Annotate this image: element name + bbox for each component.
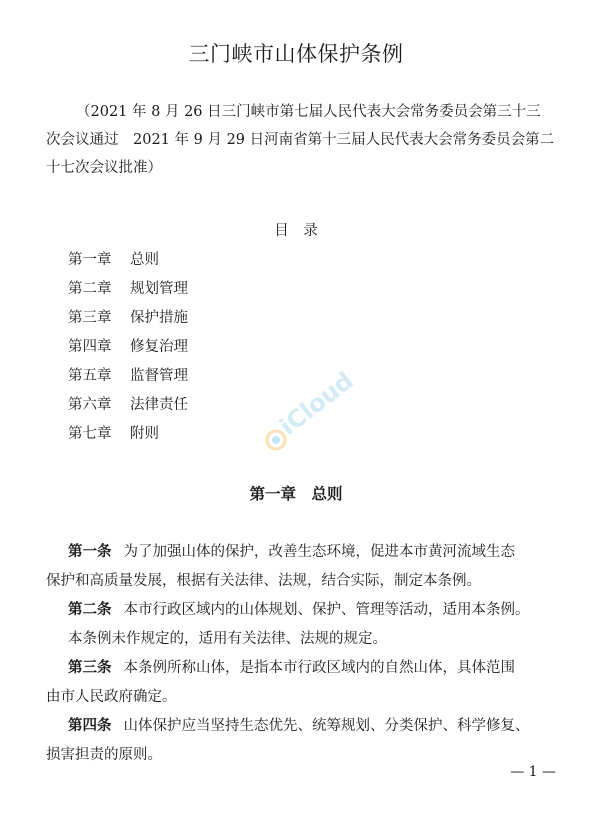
page-number <box>0 764 592 780</box>
toc-chapter-name: 附则 <box>130 426 159 442</box>
article-paragraph <box>68 540 515 561</box>
article-text: 为了加强山体的保护，改善生态环境，促进本市黄河流域生态 <box>123 544 515 560</box>
toc-item <box>68 422 159 443</box>
toc-chapter-number: 第五章 <box>68 368 112 384</box>
toc-chapter-name: 监督管理 <box>130 368 188 384</box>
toc-item <box>68 306 188 327</box>
toc-item <box>68 277 188 298</box>
watermark-text: iCloud <box>274 366 359 441</box>
article-number: 第二条 <box>68 602 112 618</box>
toc-item <box>68 248 159 269</box>
toc-item <box>68 393 188 414</box>
approval-note-line-2: 次会议通过 2021 年 9 月 29 日河南省第十三届人民代表大会常务委员会第二 <box>46 132 555 148</box>
toc-chapter-name: 规划管理 <box>130 281 188 297</box>
article-text: 本条例未作规定的，适用有关法律、法规的规定。 <box>68 631 387 647</box>
article-paragraph <box>68 656 515 677</box>
toc-chapter-name: 法律责任 <box>130 397 188 413</box>
toc-chapter-number: 第七章 <box>68 426 112 442</box>
toc-chapter-name: 总则 <box>130 252 159 268</box>
article-paragraph <box>68 598 530 619</box>
document-title: 三门峡市山体保护条例 <box>188 42 404 66</box>
article-text: 保护和高质量发展，根据有关法律、法规，结合实际，制定本条例。 <box>46 573 481 589</box>
approval-note-line-3: 十七次会议批准） <box>46 160 162 176</box>
article-paragraph <box>68 714 530 735</box>
article-number: 第四条 <box>68 718 112 734</box>
toc-chapter-name: 保护措施 <box>130 310 188 326</box>
article-paragraph <box>46 569 481 590</box>
toc-chapter-name: 修复治理 <box>130 339 188 355</box>
toc-chapter-number: 第四章 <box>68 339 112 355</box>
toc-item <box>68 364 188 385</box>
article-text: 本条例所称山体，是指本市行政区域内的自然山体，具体范围 <box>123 660 515 676</box>
article-paragraph <box>46 743 162 764</box>
toc-chapter-number: 第三章 <box>68 310 112 326</box>
toc-item <box>68 335 188 356</box>
toc-title: 目 录 <box>274 223 318 239</box>
article-paragraph <box>68 627 387 648</box>
chapter-heading: 第一章 总则 <box>249 485 343 503</box>
approval-note-line-1: （2021 年 8 月 26 日三门峡市第七届人民代表大会常务委员会第三十三 <box>76 104 541 120</box>
article-number: 第一条 <box>68 544 112 560</box>
page-number-text: — 1 — <box>510 764 556 780</box>
toc-chapter-number: 第一章 <box>68 252 112 268</box>
article-text: 由市人民政府确定。 <box>46 689 177 705</box>
toc-chapter-number: 第六章 <box>68 397 112 413</box>
article-text: 本市行政区域内的山体规划、保护、管理等活动，适用本条例。 <box>123 602 530 618</box>
article-text: 山体保护应当坚持生态优先、统筹规划、分类保护、科学修复、 <box>123 718 530 734</box>
toc-chapter-number: 第二章 <box>68 281 112 297</box>
article-paragraph <box>46 685 177 706</box>
icloud-watermark-icon <box>258 366 359 458</box>
article-text: 损害担责的原则。 <box>46 747 162 763</box>
article-number: 第三条 <box>68 660 112 676</box>
